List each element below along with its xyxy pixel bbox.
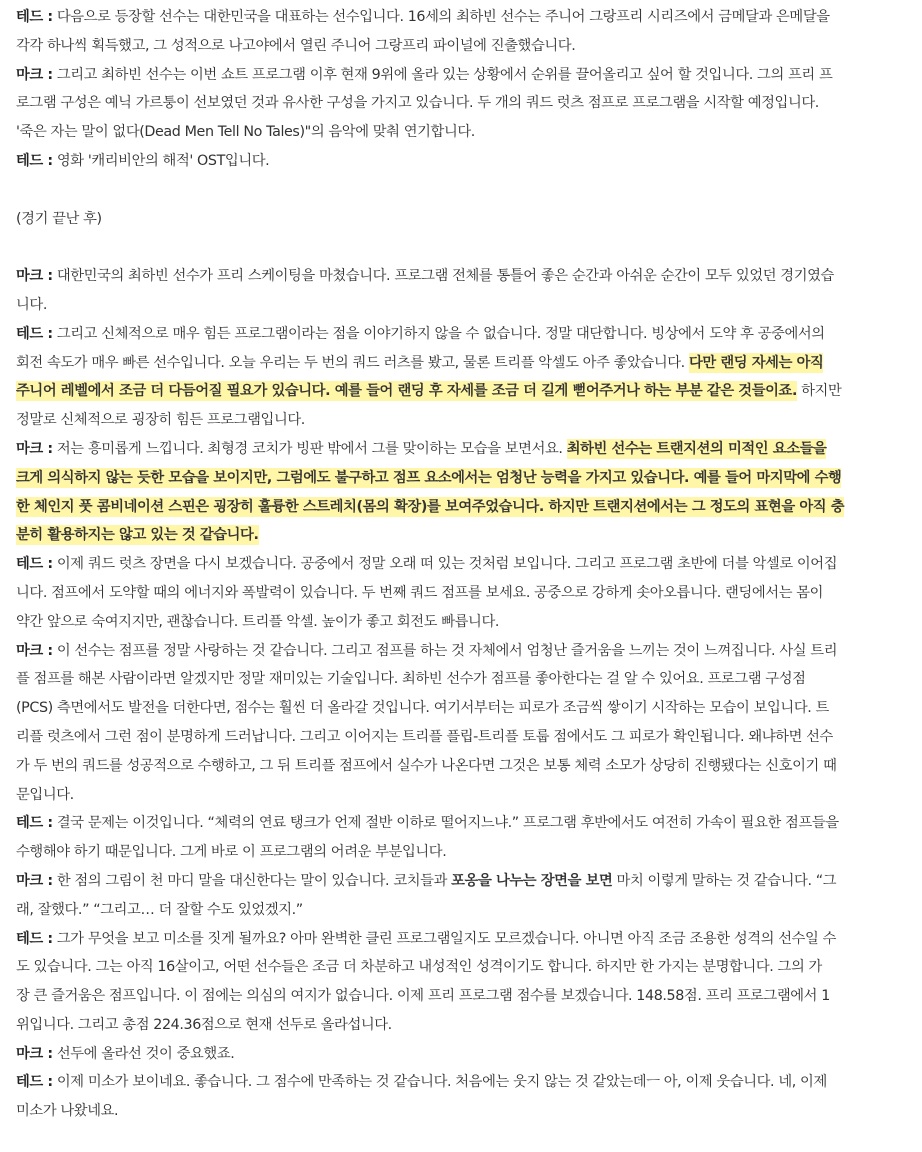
- text-segment: 이제 쿼드 럿츠 장면을 다시 보겠습니다. 공중에서 정말 오래 떠 있는 것처럼 보입니다. 그리고 프로그램 초반에 더블 악셀로 이어집: [52, 556, 838, 573]
- text-line: [16, 1040, 906, 1069]
- text-segment: 정말로 신체적으로 굉장히 힘든 프로그램입니다.: [16, 412, 305, 429]
- text-segment: 그리고 최하빈 선수는 이번 쇼트 프로그램 이후 현재 9위에 올라 있는 상황에서 순위를 끌어올리고 싶어 할 것입니다. 그의 프리 프: [52, 66, 833, 83]
- text-line: [16, 521, 906, 550]
- text-line: [16, 838, 906, 867]
- speaker-label: 마크 :: [16, 268, 53, 285]
- text-line: [16, 809, 906, 838]
- text-line: [16, 665, 906, 694]
- text-line: [16, 694, 906, 723]
- bold-text: 포옹을 나누는 장면을 보면: [451, 872, 613, 889]
- text-line: [16, 925, 906, 954]
- text-line: [16, 608, 906, 637]
- text-line: [16, 637, 906, 666]
- text-line: [16, 147, 906, 176]
- text-segment: 저는 흥미롭게 느낍니다. 최형경 코치가 빙판 밖에서 그를 맞이하는 모습을 보면서요.: [52, 440, 567, 457]
- highlighted-text: 주니어 레벨에서 조금 더 다듬어질 필요가 있습니다. 예를 들어 랜딩 후 자세를 조금 더 길게 뻗어주거나 하는 부분 같은 것들이죠.: [16, 383, 797, 400]
- text-segment: 로그램 구성은 예닉 가르퉁이 선보였던 것과 유사한 구성을 가지고 있습니다. 두 개의 쿼드 럿츠 점프로 프로그램을 시작할 예정입니다.: [16, 95, 819, 112]
- text-segment: 결국 문제는 이것입니다. “체력의 연료 탱크가 언제 절반 이하로 떨어지느냐.” 프로그램 후반에서도 여전히 가속이 필요한 점프들을: [52, 815, 839, 832]
- text-line: [16, 550, 906, 579]
- text-segment: 영화 '캐리비안의 해적' OST입니다.: [52, 152, 270, 169]
- speaker-label: 테드 :: [16, 9, 53, 25]
- text-line: [16, 262, 906, 291]
- text-line: [16, 291, 906, 320]
- text-line: [16, 579, 906, 608]
- text-segment: 장 큰 즐거움은 점프입니다. 이 점에는 의심의 여지가 없습니다. 이제 프리 프로그램 점수를 보겠습니다. 148.58점. 프리 프로그램에서 1: [16, 988, 830, 1005]
- text-segment: 선두에 올라선 것이 중요했죠.: [52, 1045, 235, 1062]
- speaker-label: 테드 :: [16, 556, 53, 573]
- text-line: [16, 464, 906, 493]
- text-line: [16, 867, 906, 896]
- speaker-label: 마크 :: [16, 1045, 53, 1062]
- highlighted-text: 한 체인지 풋 콤비네이션 스핀은 굉장히 훌륭한 스트레치(몸의 확장)를 보여주었습니다. 하지만 트랜지션에서는 그 정도의 표현을 아직 충: [16, 498, 845, 515]
- text-line: [16, 982, 906, 1011]
- text-segment: 니다.: [16, 296, 47, 313]
- speaker-label: 테드 :: [16, 152, 53, 169]
- text-line: [16, 493, 906, 522]
- text-segment: 가 두 번의 쿼드를 성공적으로 수행하고, 그 뒤 트리플 점프에서 실수가 나온다면 그것은 보통 체력 소모가 상당히 진행됐다는 신호이기 때: [16, 757, 837, 774]
- speaker-label: 테드 :: [16, 930, 53, 947]
- text-line: [16, 781, 906, 810]
- speaker-label: 테드 :: [16, 325, 53, 342]
- text-line: [16, 349, 906, 378]
- text-line: [16, 89, 906, 118]
- text-segment: 각각 하나씩 획득했고, 그 성적으로 나고야에서 열린 주니어 그랑프리 파이널에 진출했습니다.: [16, 37, 576, 54]
- text-segment: 니다. 점프에서 도약할 때의 에너지와 폭발력이 있습니다. 두 번째 쿼드 점프를 보세요. 공중으로 강하게 솟아오릅니다. 랜딩에서는 몸이: [16, 584, 824, 601]
- text-segment: 플 점프를 해본 사람이라면 알겠지만 정말 재미있는 기술입니다. 최하빈 선수가 점프를 좋아한다는 걸 알 수 있어요. 프로그램 구성점: [16, 671, 806, 688]
- speaker-label: 마크 :: [16, 872, 53, 889]
- highlighted-text: 크게 의식하지 않는 듯한 모습을 보이지만, 그럼에도 불구하고 점프 요소에서는 엄청난 능력을 가지고 있습니다. 예를 들어 마지막에 수행: [16, 469, 842, 486]
- text-line: [16, 435, 906, 464]
- speaker-label: 마크 :: [16, 440, 53, 457]
- speaker-label: 마크 :: [16, 66, 53, 83]
- speaker-label: 마크 :: [16, 642, 53, 659]
- text-line: [16, 32, 906, 61]
- blank-line: [16, 176, 906, 205]
- text-line: [16, 118, 906, 147]
- text-segment: 회전 속도가 매우 빠른 선수입니다. 오늘 우리는 두 번의 쿼드 러츠를 봤고, 물론 트리플 악셀도 아주 좋았습니다.: [16, 354, 689, 371]
- text-line: [16, 752, 906, 781]
- text-line: [16, 953, 906, 982]
- text-segment: 문입니다.: [16, 786, 74, 803]
- text-line: [16, 1068, 906, 1097]
- text-segment: 하지만: [796, 383, 842, 400]
- highlighted-text: 최하빈 선수는 트랜지션의 미적인 요소들을: [566, 440, 827, 457]
- speaker-label: 테드 :: [16, 1074, 53, 1091]
- text-segment: 수행해야 하기 때문입니다. 그게 바로 이 프로그램의 어려운 부분입니다.: [16, 844, 447, 861]
- speaker-label: 테드 :: [16, 815, 53, 832]
- text-segment: 위입니다. 그리고 총점 224.36점으로 현재 선두로 올라섭니다.: [16, 1016, 392, 1033]
- highlighted-text: 다만 랜딩 자세는 아직: [688, 354, 824, 371]
- text-segment: 그리고 신체적으로 매우 힘든 프로그램이라는 점을 이야기하지 않을 수 없습니다. 정말 대단합니다. 빙상에서 도약 후 공중에서의: [52, 325, 825, 342]
- text-segment: 래, 잘했다.” “그리고… 더 잘할 수도 있었겠지.”: [16, 901, 303, 918]
- text-segment: (PCS) 측면에서도 발전을 더한다면, 점수는 훨씬 더 올라갈 것입니다. 여기서부터는 피로가 조금씩 쌓이기 시작하는 모습이 보입니다. 트: [16, 700, 829, 717]
- text-segment: 리플 럿츠에서 그런 점이 분명하게 드러납니다. 그리고 이어지는 트리플 플립-트리플 토룹 점에서도 그 피로가 확인됩니다. 왜냐하면 선수: [16, 728, 833, 745]
- text-segment: (경기 끝난 후): [16, 210, 102, 227]
- blank-line: [16, 233, 906, 262]
- text-line: [16, 377, 906, 406]
- text-line: [16, 1097, 906, 1126]
- text-line: [16, 320, 906, 349]
- text-segment: 그가 무엇을 보고 미소를 짓게 될까요? 아마 완벽한 클린 프로그램일지도 모르겠습니다. 아니면 아직 조금 조용한 성격의 선수일 수: [52, 930, 837, 947]
- text-segment: 이 선수는 점프를 정말 사랑하는 것 같습니다. 그리고 점프를 하는 것 자체에서 엄청난 즐거움을 느끼는 것이 느껴집니다. 사실 트리: [52, 642, 838, 659]
- text-line: [16, 61, 906, 90]
- text-segment: 마치 이렇게 말하는 것 같습니다. “그: [612, 872, 837, 889]
- text-line: [16, 406, 906, 435]
- text-segment: 한 점의 그림이 천 마디 말을 대신한다는 말이 있습니다. 코치들과: [52, 872, 452, 889]
- text-segment: 도 있습니다. 그는 아직 16살이고, 어떤 선수들은 조금 더 차분하고 내성적인 성격이기도 합니다. 하지만 한 가지는 분명합니다. 그의 가: [16, 959, 822, 976]
- text-segment: '죽은 자는 말이 없다(Dead Men Tell No Tales)"의 음악에 맞춰 연기합니다.: [16, 124, 475, 141]
- text-line: [16, 3, 906, 32]
- text-line: [16, 205, 906, 234]
- text-segment: 약간 앞으로 숙여지지만, 괜찮습니다. 트리플 악셀. 높이가 좋고 회전도 빠릅니다.: [16, 613, 500, 630]
- text-segment: 대한민국의 최하빈 선수가 프리 스케이팅을 마쳤습니다. 프로그램 전체를 통틀어 좋은 순간과 아쉬운 순간이 모두 있었던 경기였습: [52, 268, 834, 285]
- text-line: [16, 1011, 906, 1040]
- text-segment: 다음으로 등장할 선수는 대한민국을 대표하는 선수입니다. 16세의 최하빈 선수는 주니어 그랑프리 시리즈에서 금메달과 은메달을: [52, 9, 830, 25]
- text-line: [16, 723, 906, 752]
- text-line: [16, 896, 906, 925]
- text-segment: 미소가 나왔네요.: [16, 1103, 119, 1120]
- text-segment: 이제 미소가 보이네요. 좋습니다. 그 점수에 만족하는 것 같습니다. 처음에는 웃지 않는 것 같았는데ㅡ 아, 이제 웃습니다. 네, 이제: [52, 1074, 827, 1091]
- highlighted-text: 분히 활용하지는 않고 있는 것 같습니다.: [16, 527, 259, 544]
